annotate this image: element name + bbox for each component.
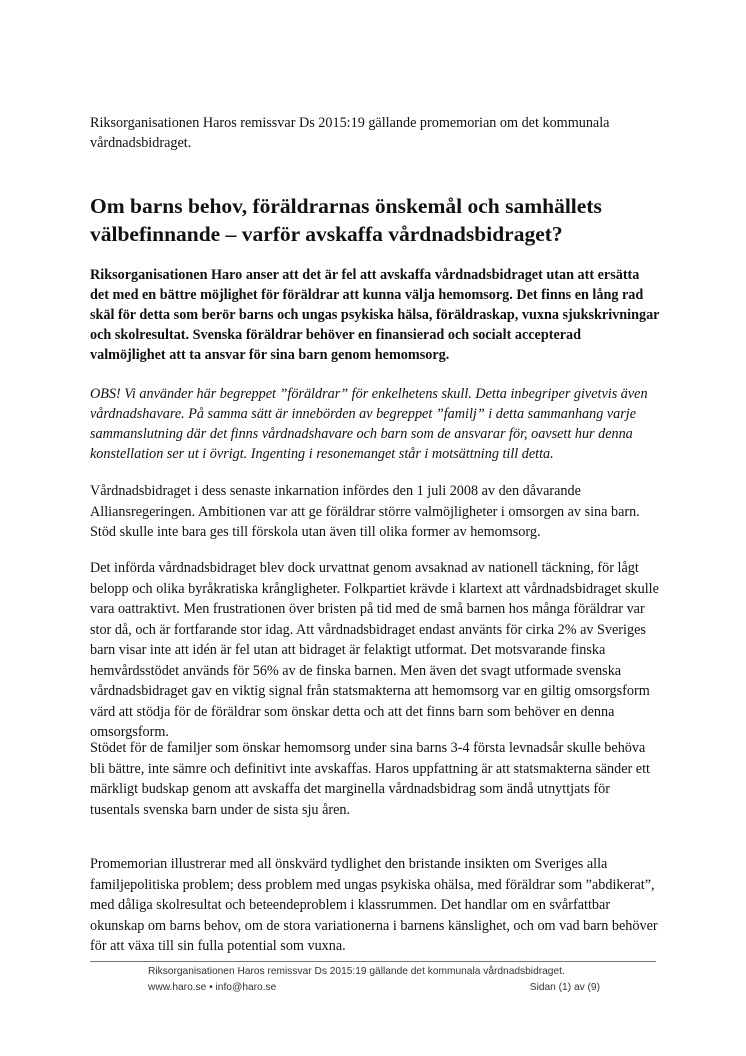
body-paragraph: Det införda vårdnadsbidraget blev dock urvattnat genom avsaknad av nationell täckning, för lågt belopp och olika byråkratiska krångligheter. Folkpartiet krävde i klartext att vårdnadsbidraget skulle vara oattraktivt. Men frustrationen över bristen på tid med de små barnen hos många föräldrar var stor då, och är fortfarande stor idag. Att vårdnadsbidraget endast använts för cirka 2% av Sveriges barn visar inte att idén är fel utan att bidraget är felaktigt utformat. Det motsvarande finska hemvårdsstödet används för 56% av de finska barnen. Men även det svagt utformade svenska vårdnadsbidraget gav en viktig signal från statsmakterna att hemomsorg var en giltig omsorgsform värd att stödja för de föräldrar som önskar detta och att det finns barn som behöver en denna omsorgsform. [90,560,659,740]
footer-contact: www.haro.se • info@haro.se [148,982,277,993]
note-paragraph: OBS! Vi använder här begreppet ”föräldrar” för enkelhetens skull. Detta inbegriper givetvis även vårdnadshavare. På samma sätt är innebörden av begreppet ”familj” i detta sammanhang varje sammanslutning där det finns vårdnadshavare och barn som de ansvarar för, oavsett hur denna konstellation ser ut i övrigt. Ingenting i resonemanget står i motsättning till detta. [90,386,648,462]
footer-doc-title: Riksorganisationen Haros remissvar Ds 2015:19 gällande det kommunala vårdnadsbidraget. [148,966,565,977]
footer-page-number: Sidan (1) av (9) [529,982,600,993]
body-paragraph: Vårdnadsbidraget i dess senaste inkarnation infördes den 1 juli 2008 av den dåvarande Alliansregeringen. Ambitionen var att ge föräldrar större valmöjligheter i omsorgen av sina barn. Stöd skulle inte bara ges till förskola utan även till olika former av hemomsorg. [90,483,640,540]
footer-divider [90,961,656,962]
body-paragraph: Promemorian illustrerar med all önskvärd tydlighet den bristande insikten om Sveriges alla familjepolitiska problem; dess problem med ungas psykiska ohälsa, med föräldrar som ”abdikerat”, med dåliga skolresultat och beteendeproblem i klassrummen. Det handlar om en svårfattbar okunskap om barns behov, om de stora variationerna i barnens känslighet, och om vad barn behöver för att växa till sin fulla potential som vuxna. [90,856,658,954]
intro-text: Riksorganisationen Haros remissvar Ds 2015:19 gällande promemorian om det kommunala vårdnadsbidraget. [90,115,610,151]
page-footer [148,964,600,996]
document-title: Om barns behov, föräldrarnas önskemål och samhällets välbefinnande – varför avskaffa vårdnadsbidraget? [90,194,602,246]
body-paragraph: Stödet för de familjer som önskar hemomsorg under sina barns 3-4 första levnadsår skulle behöva bli bättre, inte sämre och definitivt inte avskaffas. Haros uppfattning är att statsmakterna sänder ett märkligt budskap genom att avskaffa det marginella vårdnadsbidrag som ändå utnyttjats för tusentals svenska barn under de sista sju åren. [90,740,650,818]
lead-paragraph: Riksorganisationen Haro anser att det är fel att avskaffa vårdnadsbidraget utan att ersätta det med en bättre möjlighet för föräldrar att kunna välja hemomsorg. Det finns en lång rad skäl för detta som berör barns och ungas psykiska hälsa, föräldraskap, vuxna sjukskrivningar och skolresultat. Svenska föräldrar behöver en finansierad och socialt accepterad valmöjlighet att ta ansvar för sina barn genom hemomsorg. [90,267,660,363]
